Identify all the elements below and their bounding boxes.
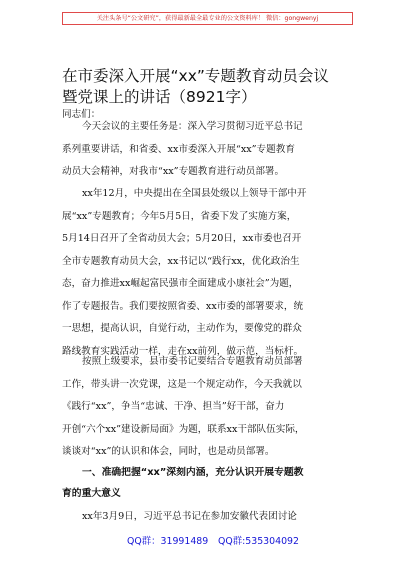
- paragraph-line: 《践行“xx”，争当“忠诚、干净、担当”好干部，奋力: [62, 401, 285, 412]
- paragraph-line: xx年3月9日，习近平总书记在参加安徽代表团讨论: [82, 511, 297, 522]
- paragraph-4: [62, 506, 352, 529]
- footer-qq-group-2: QQ群:535304092: [218, 536, 299, 547]
- paragraph-line: 系列重要讲话，和省委、xx市委深入开展“xx”专题教育: [62, 143, 295, 155]
- paragraph-line: 工作，带头讲一次党课，这是一个规定动作，今天我就以: [62, 378, 302, 390]
- paragraph-line: 动员大会精神，对我市“xx”专题教育进行动员部署。: [62, 166, 285, 177]
- paragraph-line: 5月14日召开了全省动员大会；5月20日，xx市委也召开: [62, 233, 302, 244]
- top-promo-banner: 关注头条号“公文研究”，获得最新最全最专业的公文资料库！ 微信：gongwenyj: [62, 12, 353, 25]
- paragraph-line: 路线教育实践活动一样，走在xx前列，做示范，当标杆。: [62, 345, 304, 357]
- paragraph-line: 态，奋力推进xx崛起富民强市全面建成小康社会”为题，: [62, 278, 299, 289]
- title-line-2: 暨党课上的讲话（8921字）: [62, 88, 257, 106]
- document-title: [62, 66, 362, 108]
- section-heading: [62, 462, 352, 504]
- paragraph-line: 今天会议的主要任务是：深入学习贯彻习近平总书记: [82, 121, 303, 132]
- heading-line-1: 一、准确把握“xx”深刻内涵，充分认识开展专题教: [82, 467, 304, 478]
- paragraph-line: 作了专题报告。我们要按照省委、xx市委的部署要求，统: [62, 300, 304, 312]
- paragraph-line: 谈谈对“xx”的认识和体会，同时，也是动员部署。: [62, 446, 275, 457]
- salutation: 同志们：: [62, 109, 101, 120]
- paragraph-1: [62, 116, 352, 184]
- footer-qq-group-1: QQ群：31991489: [127, 536, 209, 547]
- paragraph-2: [62, 183, 352, 363]
- paragraph-line: 全市专题教育动员大会，xx书记以“践行xx，优化政治生: [62, 255, 300, 267]
- heading-line-2: 育的重大意义: [62, 488, 121, 499]
- paragraph-line: 按照上级要求，县市委书记要结合专题教育动员部署: [82, 356, 303, 367]
- paragraph-3: [62, 351, 352, 464]
- paragraph-line: xx年12月，中央提出在全国县处级以上领导干部中开: [82, 188, 307, 199]
- paragraph-line: 展“xx”专题教育；今年5月5日，省委下发了实施方案，: [62, 210, 297, 222]
- paragraph-line: 一思想，提高认识，自觉行动，主动作为，要像党的群众: [62, 323, 302, 334]
- title-line-1: 在市委深入开展“xx”专题教育动员会议: [62, 67, 329, 85]
- paragraph-line: 开创“六个xx”建设新局面》为题，联系xx干部队伍实际，: [62, 423, 305, 435]
